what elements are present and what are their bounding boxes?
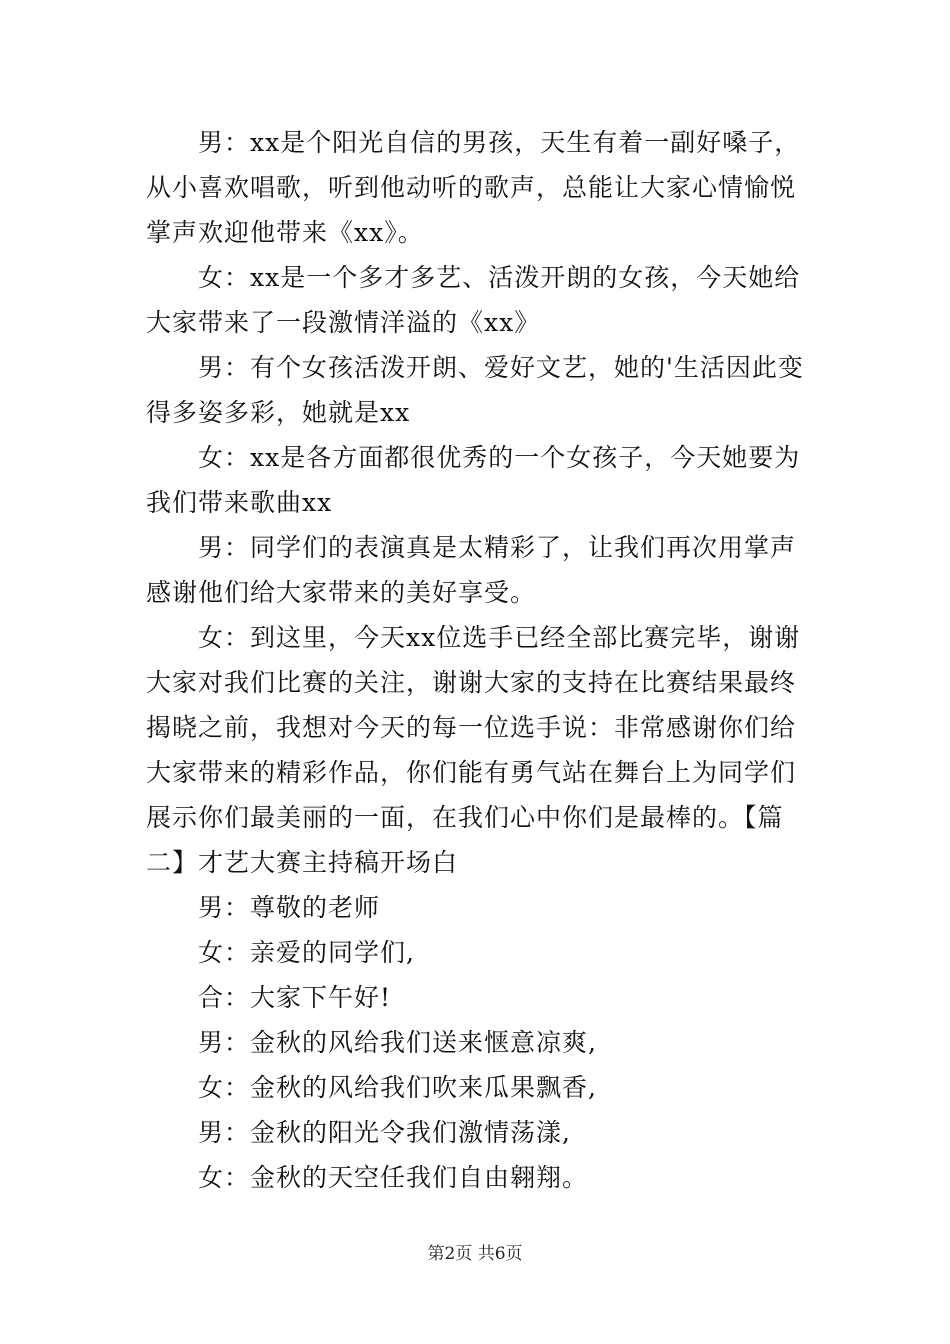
page-number: 第2页 共6页 [427, 1244, 523, 1264]
paragraph: 合：大家下午好! [198, 983, 392, 1012]
paragraph: 男：尊敬的老师 [198, 893, 381, 922]
paragraph: 女：到这里，今天xx位选手已经全部比赛完毕，谢谢大家对我们比赛的关注，谢谢大家的支持在比赛结果最终揭晓之前，我想对今天的每一位选手说：非常感谢你们给大家带来的精彩作品，你们能有勇气站在舞台上为同学们展示你们最美丽的一面，在我们心中你们是最棒的。【篇二】才艺大赛主持稿开场白 [146, 623, 801, 877]
paragraph: 男：金秋的阳光令我们激情荡漾, [198, 1118, 571, 1147]
paragraph: 女：亲爱的同学们, [198, 938, 415, 967]
paragraph: 女：金秋的天空任我们自由翱翔。 [198, 1163, 589, 1192]
paragraph: 男：金秋的风给我们送来惬意凉爽, [198, 1028, 597, 1057]
paragraph: 男：同学们的表演真是太精彩了，让我们再次用掌声感谢他们给大家带来的美好享受。 [146, 533, 797, 607]
paragraph: 男：有个女孩活泼开朗、爱好文艺，她的'生活因此变得多姿多彩，她就是xx [146, 353, 804, 427]
page-footer [0, 1243, 950, 1265]
paragraph: 男：xx是个阳光自信的男孩，天生有着一副好嗓子，从小喜欢唱歌，听到他动听的歌声，总能让大家心情愉悦掌声欢迎他带来《xx》。 [146, 128, 801, 247]
paragraph: 女：xx是一个多才多艺、活泼开朗的女孩，今天她给大家带来了一段激情洋溢的《xx》 [146, 263, 801, 337]
paragraph: 女：xx是各方面都很优秀的一个女孩子，今天她要为我们带来歌曲xx [146, 443, 801, 517]
document-body [146, 120, 808, 1200]
paragraph: 女：金秋的风给我们吹来瓜果飘香, [198, 1073, 597, 1102]
